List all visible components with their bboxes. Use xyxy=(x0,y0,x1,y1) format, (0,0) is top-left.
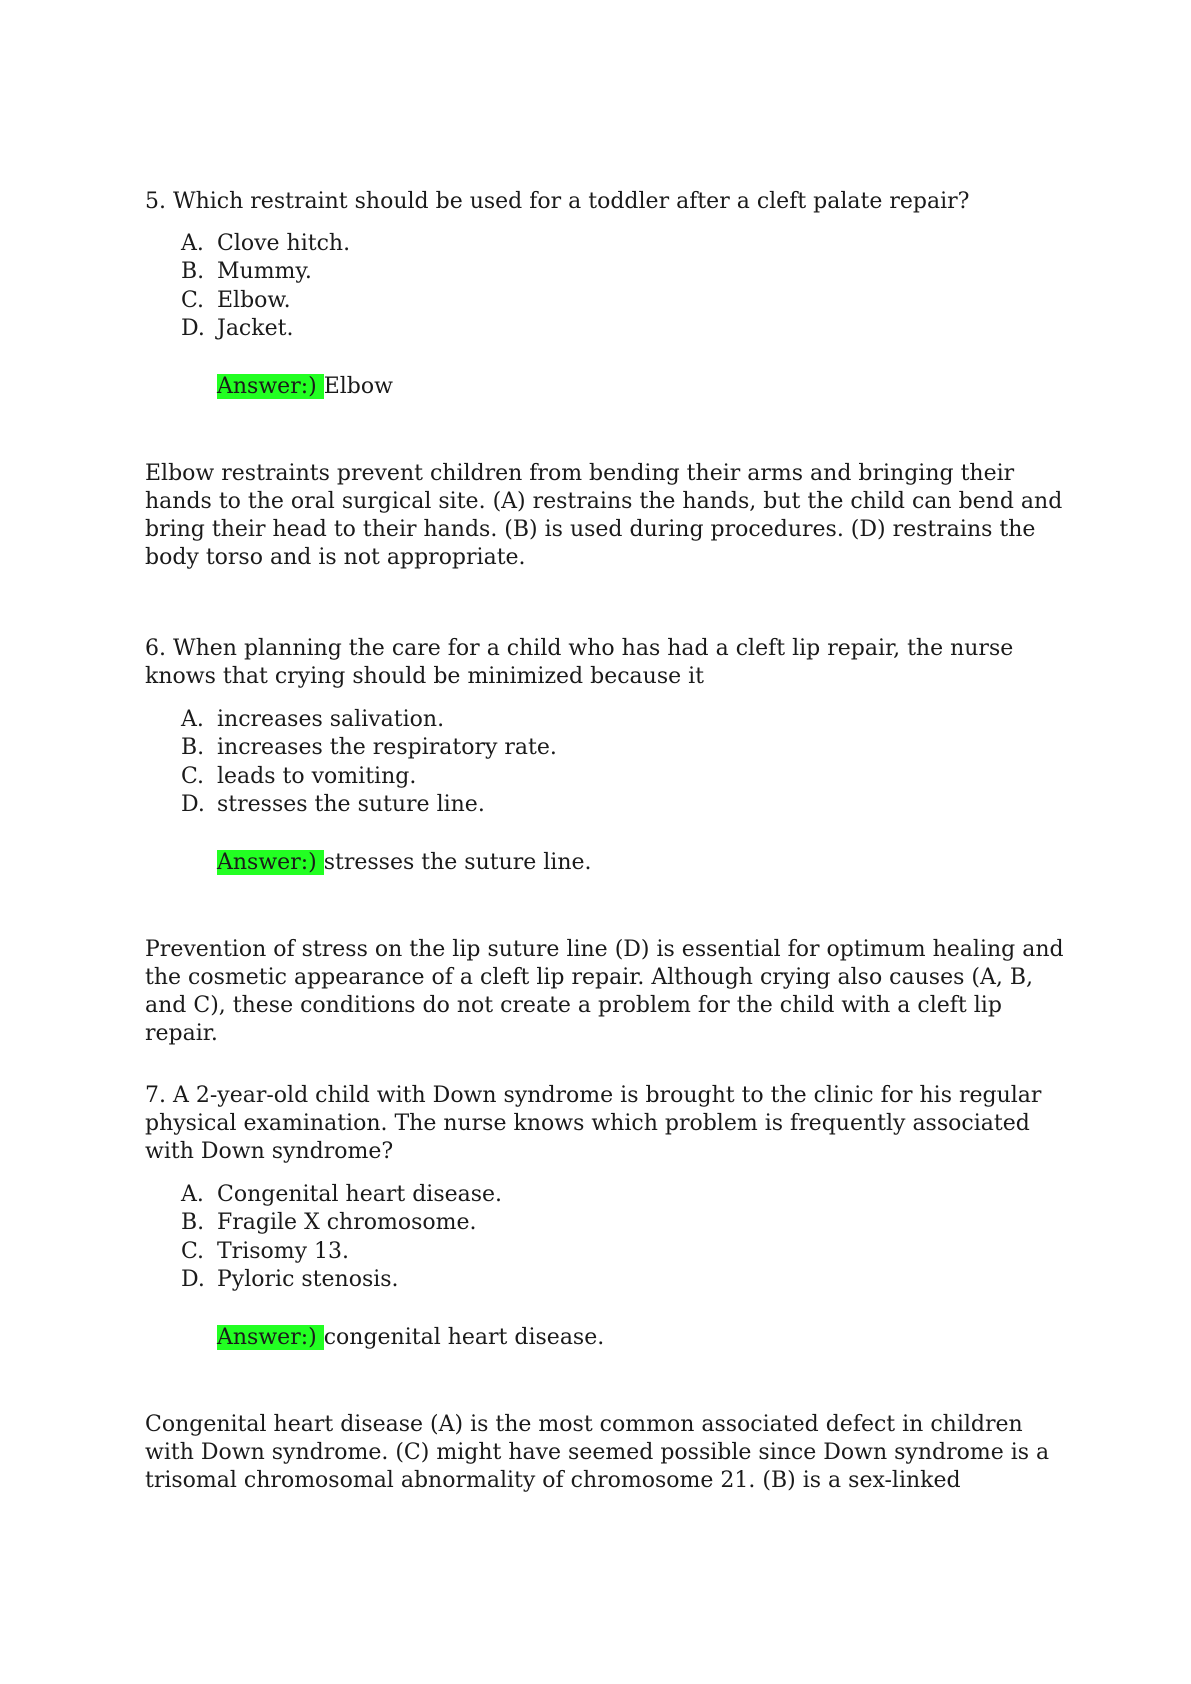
explanation-5: Elbow restraints prevent children from bending their arms and bringing their hands to the oral surgical site. (A) restrains the hands, but the child can bend and bring their head to their hands. (B) is used during procedures. (D) restrains the body torso and is not appropriate. xyxy=(145,461,1063,570)
answer-6 xyxy=(217,849,592,877)
option-d: D. Pyloric stenosis. xyxy=(181,1266,399,1292)
option-c: C. Elbow. xyxy=(181,287,291,313)
option-c: C. Trisomy 13. xyxy=(181,1238,350,1264)
option-b: B. Fragile X chromosome. xyxy=(181,1210,477,1236)
option-b: B. Mummy. xyxy=(181,259,312,285)
answer-5 xyxy=(217,373,393,401)
question-6: 6. When planning the care for a child who has had a cleft lip repair, the nurse knows that crying should be minimized because it xyxy=(145,636,1014,689)
answer-label: Answer:) xyxy=(217,1325,324,1350)
answer-label: Answer:) xyxy=(217,374,324,399)
option-a: A. increases salivation. xyxy=(181,707,445,732)
question-6-options xyxy=(181,706,881,819)
question-5-options xyxy=(181,230,881,343)
option-a: A. Congenital heart disease. xyxy=(181,1182,503,1207)
option-d: D. Jacket. xyxy=(181,315,294,341)
question-7: 7. A 2-year-old child with Down syndrome is brought to the clinic for his regular physical examination. The nurse knows which problem is frequently associated with Down syndrome? xyxy=(145,1083,1042,1164)
explanation-6: Prevention of stress on the lip suture line (D) is essential for optimum healing and the cosmetic appearance of a cleft lip repair. Although crying also causes (A, B, and C), these conditions do not create a problem for the child with a cleft lip repair. xyxy=(145,937,1064,1046)
question-7-options xyxy=(181,1181,881,1294)
answer-text: congenital heart disease. xyxy=(323,1325,605,1350)
answer-text: Elbow xyxy=(323,374,393,399)
option-c: C. leads to vomiting. xyxy=(181,763,417,789)
option-a: A. Clove hitch. xyxy=(181,231,351,256)
option-b: B. increases the respiratory rate. xyxy=(181,735,557,761)
answer-text: stresses the suture line. xyxy=(323,850,592,875)
option-d: D. stresses the suture line. xyxy=(181,791,485,817)
answer-7 xyxy=(217,1324,604,1352)
explanation-7: Congenital heart disease (A) is the most common associated defect in children with Down syndrome. (C) might have seemed possible since Down syndrome is a trisomal chromosomal abnormality of chromosome 21. (B) is a sex-linked xyxy=(145,1412,1050,1493)
question-5: 5. Which restraint should be used for a toddler after a cleft palate repair? xyxy=(145,189,970,214)
answer-label: Answer:) xyxy=(217,850,324,875)
